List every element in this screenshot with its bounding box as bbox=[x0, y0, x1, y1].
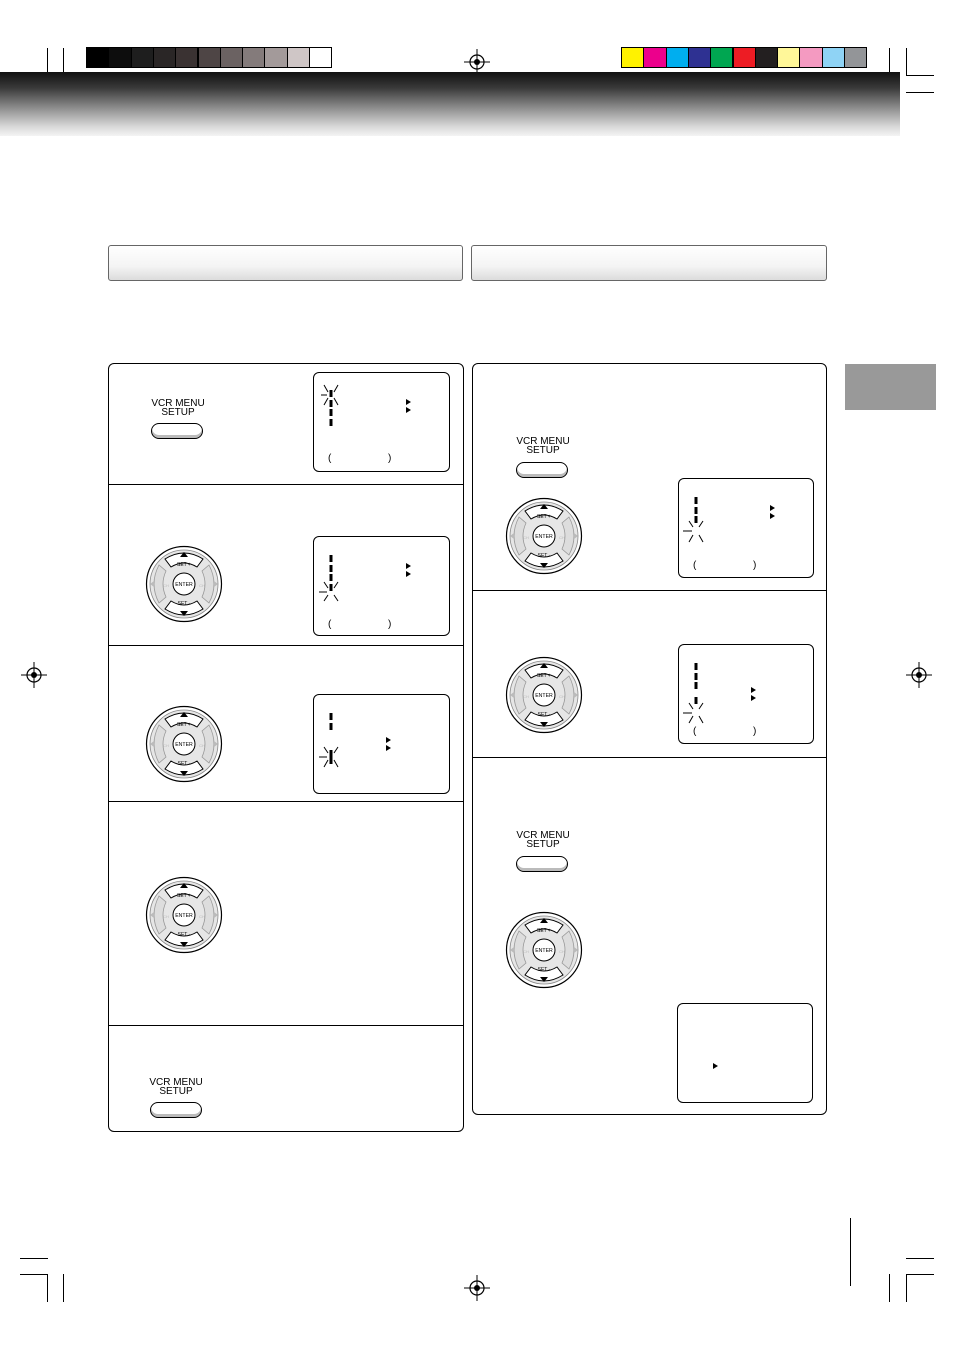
ch-label: CH bbox=[199, 583, 205, 588]
cursor-sparkle-icon bbox=[683, 703, 703, 723]
registration-mark-icon bbox=[464, 1275, 490, 1301]
set-plus-label: SET + bbox=[537, 673, 551, 679]
arrow-right-icon bbox=[386, 737, 391, 743]
ch-label: CH bbox=[163, 743, 169, 748]
enter-label: ENTER bbox=[535, 948, 553, 954]
crop-mark bbox=[906, 48, 907, 76]
menu-screen-content bbox=[314, 695, 451, 795]
arrow-right-icon bbox=[406, 407, 411, 413]
menu-screen bbox=[677, 1003, 813, 1103]
crop-mark bbox=[47, 1274, 48, 1302]
setup-label: SETUP bbox=[526, 445, 560, 456]
crop-mark bbox=[906, 1274, 934, 1275]
svg-text:): ) bbox=[753, 726, 757, 737]
right-section-heading bbox=[471, 245, 827, 281]
set-plus-label: SET + bbox=[177, 722, 191, 728]
crop-mark bbox=[889, 1274, 890, 1302]
set-minus-label: SET - bbox=[177, 601, 191, 607]
set-plus-label: SET + bbox=[537, 928, 551, 934]
svg-text:(: ( bbox=[328, 619, 332, 630]
crop-mark bbox=[906, 1258, 934, 1259]
remote-direction-pad[interactable] bbox=[145, 705, 223, 783]
step-divider bbox=[109, 801, 463, 802]
crop-mark bbox=[906, 92, 934, 93]
crop-mark bbox=[906, 1274, 907, 1302]
vcr-menu-label: VCR MENU bbox=[151, 398, 205, 409]
menu-screen-content bbox=[679, 645, 815, 745]
gray-swatch bbox=[108, 47, 131, 68]
arrow-right-icon bbox=[770, 505, 775, 511]
cursor-sparkle-icon bbox=[319, 747, 338, 767]
enter-label: ENTER bbox=[535, 534, 553, 540]
menu-screen-content bbox=[314, 373, 451, 473]
vcr-menu-label: VCR MENU bbox=[149, 1077, 203, 1088]
crop-mark bbox=[20, 1258, 48, 1259]
color-swatch bbox=[643, 47, 666, 68]
ch-label: CH bbox=[523, 535, 529, 540]
step-divider bbox=[473, 590, 826, 591]
set-plus-label: SET + bbox=[537, 514, 551, 520]
ch-label: CH bbox=[163, 914, 169, 919]
enter-label: ENTER bbox=[175, 742, 193, 748]
menu-screen bbox=[313, 536, 450, 636]
enter-label: ENTER bbox=[175, 582, 193, 588]
color-swatch bbox=[777, 47, 800, 68]
set-minus-label: SET - bbox=[177, 761, 191, 767]
menu-screen-content bbox=[679, 479, 815, 579]
step-divider bbox=[109, 645, 463, 646]
gray-swatch bbox=[175, 47, 198, 68]
color-swatch bbox=[755, 47, 778, 68]
crop-mark bbox=[20, 1274, 48, 1275]
gray-swatch bbox=[264, 47, 287, 68]
cursor-sparkle-icon bbox=[319, 582, 338, 601]
registration-mark-icon bbox=[906, 662, 932, 688]
svg-text:(: ( bbox=[328, 453, 332, 464]
menu-screen-content bbox=[678, 1004, 814, 1104]
arrow-right-icon bbox=[406, 399, 411, 405]
set-plus-label: SET + bbox=[177, 562, 191, 568]
menu-screen bbox=[313, 372, 450, 472]
arrow-right-icon bbox=[770, 513, 775, 519]
menu-screen-content bbox=[314, 537, 451, 637]
set-minus-label: SET - bbox=[537, 967, 551, 973]
set-minus-label: SET - bbox=[537, 553, 551, 559]
step-divider bbox=[109, 484, 463, 485]
gray-swatch bbox=[198, 47, 221, 68]
crop-mark bbox=[906, 75, 934, 76]
ch-label: CH bbox=[163, 583, 169, 588]
svg-text:(: ( bbox=[693, 560, 697, 571]
color-swatch bbox=[799, 47, 822, 68]
ch-label: CH bbox=[199, 914, 205, 919]
svg-text:): ) bbox=[388, 619, 392, 630]
remote-direction-pad[interactable] bbox=[145, 545, 223, 623]
vcr-menu-label: VCR MENU bbox=[516, 436, 570, 447]
header-band bbox=[0, 72, 900, 136]
ch-label: CH bbox=[199, 743, 205, 748]
arrow-right-icon bbox=[406, 563, 411, 569]
cursor-sparkle-icon bbox=[683, 521, 703, 542]
page-number-rule bbox=[850, 1218, 851, 1286]
set-plus-label: SET + bbox=[177, 893, 191, 899]
set-minus-label: SET - bbox=[537, 712, 551, 718]
vcr-menu-label: VCR MENU bbox=[516, 830, 570, 841]
svg-text:(: ( bbox=[693, 726, 697, 737]
svg-text:): ) bbox=[753, 560, 757, 571]
gray-swatch bbox=[220, 47, 243, 68]
color-swatch bbox=[621, 47, 644, 68]
svg-text:): ) bbox=[388, 453, 392, 464]
setup-label: SETUP bbox=[159, 1086, 193, 1097]
crop-mark bbox=[63, 1274, 64, 1302]
color-swatch bbox=[688, 47, 711, 68]
enter-label: ENTER bbox=[175, 913, 193, 919]
setup-label: SETUP bbox=[161, 407, 195, 418]
menu-screen bbox=[313, 694, 450, 794]
arrow-right-icon bbox=[751, 695, 756, 701]
gray-swatch bbox=[153, 47, 176, 68]
color-swatch bbox=[733, 47, 756, 68]
menu-screen bbox=[678, 478, 814, 578]
gray-swatch bbox=[242, 47, 265, 68]
remote-direction-pad[interactable] bbox=[505, 497, 583, 575]
arrow-right-icon bbox=[406, 571, 411, 577]
step-divider bbox=[473, 757, 826, 758]
ch-label: CH bbox=[523, 949, 529, 954]
color-swatch bbox=[710, 47, 733, 68]
arrow-right-icon bbox=[751, 687, 756, 693]
gray-swatch bbox=[131, 47, 154, 68]
ch-label: CH bbox=[523, 694, 529, 699]
section-tab bbox=[845, 364, 936, 410]
remote-direction-pad[interactable] bbox=[145, 876, 223, 954]
arrow-right-icon bbox=[713, 1063, 718, 1069]
setup-label: SETUP bbox=[526, 839, 560, 850]
menu-screen bbox=[678, 644, 814, 744]
enter-label: ENTER bbox=[535, 693, 553, 699]
ch-label: CH bbox=[559, 949, 565, 954]
color-swatch bbox=[666, 47, 689, 68]
left-section-heading bbox=[108, 245, 463, 281]
remote-direction-pad[interactable] bbox=[505, 656, 583, 734]
ch-label: CH bbox=[559, 535, 565, 540]
remote-direction-pad[interactable] bbox=[505, 911, 583, 989]
color-swatch bbox=[822, 47, 845, 68]
color-swatch bbox=[844, 47, 867, 68]
step-divider bbox=[109, 1025, 463, 1026]
registration-mark-icon bbox=[21, 662, 47, 688]
arrow-right-icon bbox=[386, 745, 391, 751]
ch-label: CH bbox=[559, 694, 565, 699]
gray-swatch bbox=[86, 47, 109, 68]
set-minus-label: SET - bbox=[177, 932, 191, 938]
gray-swatch bbox=[287, 47, 310, 68]
gray-swatch bbox=[309, 47, 332, 68]
